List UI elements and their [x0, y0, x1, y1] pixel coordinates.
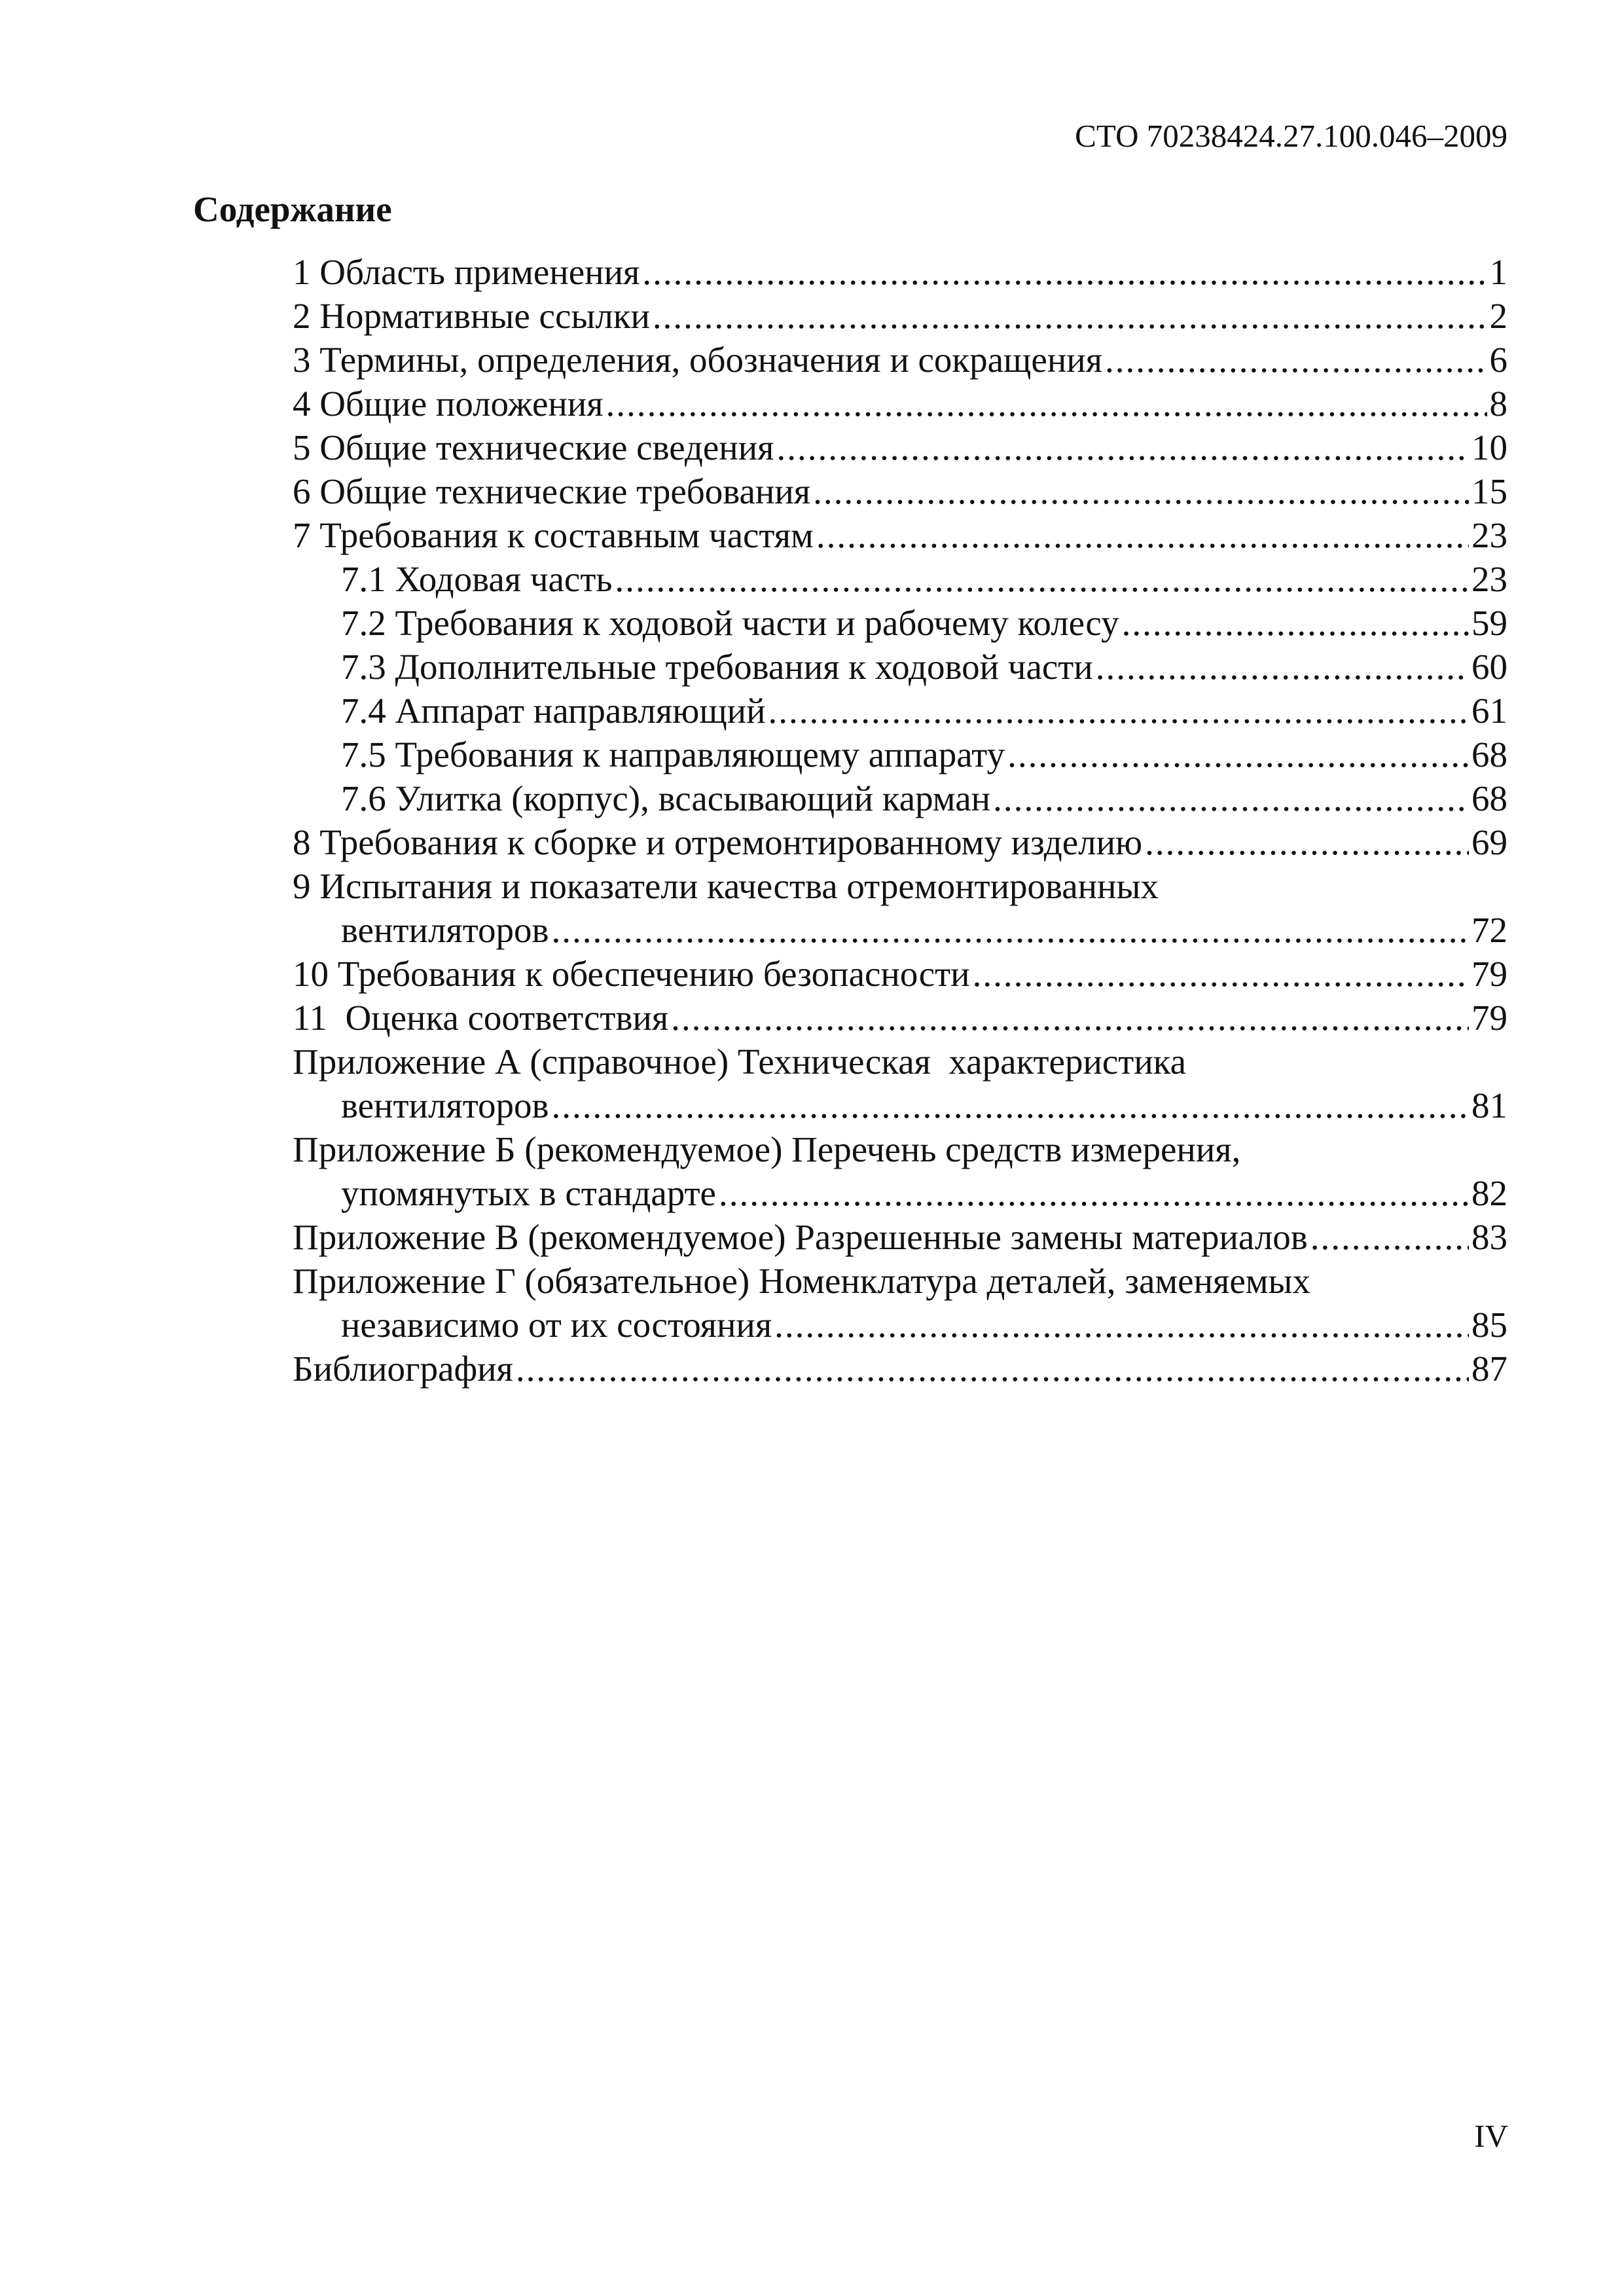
toc-entry-label: упомянутых в стандарте [341, 1173, 716, 1213]
toc-subentry [293, 776, 1507, 820]
dot-leader [552, 908, 1470, 952]
dot-leader [1145, 820, 1469, 864]
toc-entry-label: Библиография [293, 1349, 513, 1389]
toc-entry [293, 294, 1507, 338]
toc-entry [293, 952, 1507, 996]
toc-entry-continuation [293, 908, 1507, 952]
toc-entry-label: 1 Область применения [293, 252, 640, 292]
toc-entry-label: 10 Требования к обеспечению безопасности [293, 954, 970, 994]
toc-entry-page: 85 [1471, 1305, 1507, 1345]
dot-leader [768, 689, 1469, 733]
dot-leader [653, 294, 1487, 338]
toc-entry-page: 10 [1471, 428, 1507, 467]
dot-leader [1007, 733, 1469, 776]
dot-leader [552, 1084, 1470, 1127]
toc-entry [293, 338, 1507, 382]
toc-entry-continuation [293, 1303, 1507, 1347]
toc-entry [293, 426, 1507, 469]
toc-entry-page: 79 [1471, 954, 1507, 994]
toc-entry-first-line: Приложение Б (рекомендуемое) Перечень средств измерения, [293, 1129, 1241, 1169]
toc-entry-continuation [293, 1171, 1507, 1215]
toc-entry-page: 79 [1471, 998, 1507, 1038]
toc-entry-page: 2 [1489, 296, 1507, 336]
toc-entry-page: 6 [1489, 340, 1507, 380]
toc-entry-page: 87 [1471, 1349, 1507, 1389]
toc-entry-first-line: 9 Испытания и показатели качества отремонтированных [293, 866, 1159, 906]
toc-entry-label: 5 Общие технические сведения [293, 428, 774, 467]
dot-leader [615, 557, 1469, 601]
toc-entry-page: 81 [1471, 1085, 1507, 1125]
toc-entry-label: независимо от их состояния [341, 1305, 772, 1345]
toc-entry [293, 250, 1507, 294]
toc-entry [293, 1347, 1507, 1391]
toc-entry-page: 69 [1471, 822, 1507, 862]
toc-subentry [293, 557, 1507, 601]
toc-entry-page: 1 [1489, 252, 1507, 292]
dot-leader [813, 469, 1469, 513]
toc-subentry [293, 689, 1507, 733]
toc-entry-label: вентиляторов [341, 910, 549, 950]
toc-entry-label: 7.6 Улитка (корпус), всасывающий карман [341, 778, 991, 818]
toc-entry-page: 23 [1471, 515, 1507, 555]
toc-entry-label: 7.2 Требования к ходовой части и рабочему колесу [341, 603, 1119, 643]
toc-entry [293, 469, 1507, 513]
toc-entry-page: 68 [1471, 735, 1507, 774]
toc-entry-label: 4 Общие положения [293, 384, 604, 424]
toc-entry-first-line: Приложение А (справочное) Техническая характеристика [293, 1042, 1187, 1082]
table-of-contents [293, 250, 1507, 1391]
dot-leader [1096, 645, 1469, 689]
toc-entry-page: 72 [1471, 910, 1507, 950]
toc-entry-label: 7 Требования к составным частям [293, 515, 814, 555]
toc-entry [293, 820, 1507, 864]
dot-leader [671, 996, 1469, 1040]
toc-subentry [293, 601, 1507, 645]
toc-entry [293, 513, 1507, 557]
toc-entry-label: 7.3 Дополнительные требования к ходовой части [341, 647, 1093, 687]
toc-entry-page: 60 [1471, 647, 1507, 687]
dot-leader [774, 1303, 1469, 1347]
toc-entry-continuation [293, 1084, 1507, 1127]
dot-leader [776, 426, 1469, 469]
toc-entry-label: 7.4 Аппарат направляющий [341, 691, 766, 731]
toc-entry-label: 7.1 Ходовая часть [341, 559, 613, 599]
toc-entry-label: 11 Оценка соответствия [293, 998, 669, 1038]
toc-entry-label: 3 Термины, определения, обозначения и сокращения [293, 340, 1102, 380]
toc-entry-label: 8 Требования к сборке и отремонтированному изделию [293, 822, 1143, 862]
dot-leader [1122, 601, 1469, 645]
toc-entry-page: 68 [1471, 778, 1507, 818]
dot-leader [642, 250, 1487, 294]
toc-entry-label: вентиляторов [341, 1085, 549, 1125]
toc-subentry [293, 645, 1507, 689]
toc-entry-label: Приложение В (рекомендуемое) Разрешенные замены материалов [293, 1217, 1308, 1257]
dot-leader [606, 382, 1487, 426]
dot-leader [1105, 338, 1487, 382]
toc-entry-page: 82 [1471, 1173, 1507, 1213]
toc-entry [293, 996, 1507, 1040]
page-number: IV [1474, 2118, 1508, 2154]
toc-entry-page: 83 [1471, 1217, 1507, 1257]
document-code: СТО 70238424.27.100.046–2009 [1075, 118, 1507, 154]
toc-subentry [293, 733, 1507, 776]
dot-leader [719, 1171, 1469, 1215]
toc-entry-label: 6 Общие технические требования [293, 471, 811, 511]
toc-entry [293, 1215, 1507, 1259]
toc-entry-page: 15 [1471, 471, 1507, 511]
dot-leader [973, 952, 1469, 996]
toc-entry-page: 59 [1471, 603, 1507, 643]
toc-entry-label: 7.5 Требования к направляющему аппарату [341, 735, 1005, 774]
dot-leader [1310, 1215, 1469, 1259]
toc-entry [293, 382, 1507, 426]
toc-entry-label: 2 Нормативные ссылки [293, 296, 650, 336]
toc-entry-page: 23 [1471, 559, 1507, 599]
toc-entry-page: 8 [1489, 384, 1507, 424]
dot-leader [816, 513, 1469, 557]
toc-entry-first-line: Приложение Г (обязательное) Номенклатура деталей, заменяемых [293, 1261, 1310, 1301]
toc-title: Содержание [193, 189, 392, 229]
toc-entry-page: 61 [1471, 691, 1507, 731]
dot-leader [993, 776, 1469, 820]
dot-leader [516, 1347, 1469, 1391]
